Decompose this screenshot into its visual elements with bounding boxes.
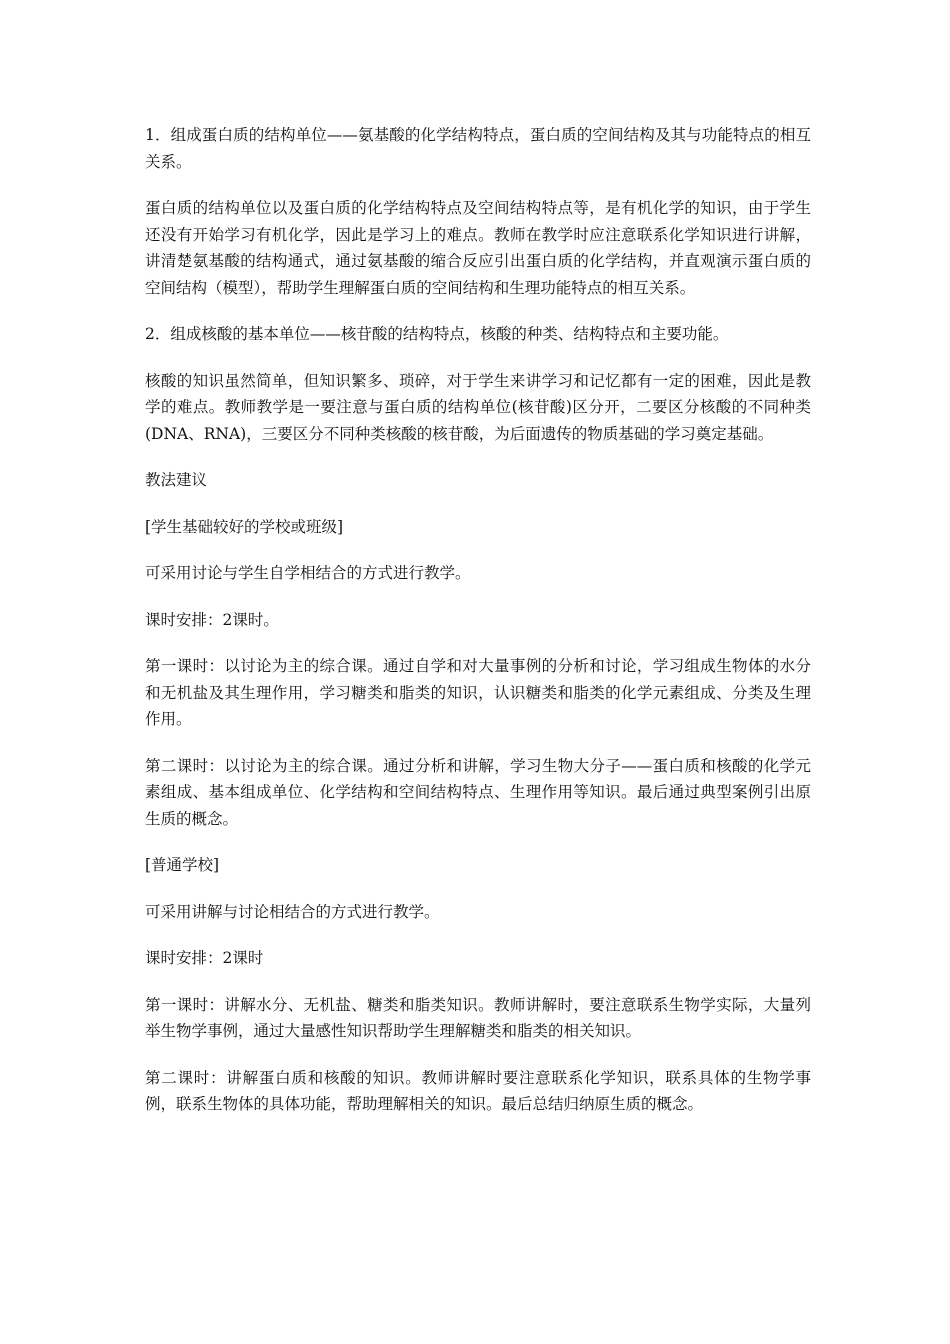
advanced-lesson-1: 第一课时：以讨论为主的综合课。通过自学和对大量事例的分析和讨论，学习组成生物体的水分和无机盐及其生理作用，学习糖类和脂类的知识，认识糖类和脂类的化学元素组成、分类及生理作用。 bbox=[145, 657, 811, 728]
subsection-regular-schools: [普通学校] bbox=[145, 856, 220, 874]
regular-lesson-1: 第一课时：讲解水分、无机盐、糖类和脂类知识。教师讲解时，要注意联系生物学实际，大量列举生物学事例，通过大量感性知识帮助学生理解糖类和脂类的相关知识。 bbox=[145, 995, 811, 1040]
document-page bbox=[145, 122, 811, 1138]
regular-schedule: 课时安排：2课时 bbox=[145, 949, 264, 967]
key-point-2-heading: 2．组成核酸的基本单位——核苷酸的结构特点，核酸的种类、结构特点和主要功能。 bbox=[145, 325, 729, 343]
advanced-schedule: 课时安排：2课时。 bbox=[145, 610, 279, 629]
advanced-method: 可采用讨论与学生自学相结合的方式进行教学。 bbox=[145, 564, 471, 582]
key-point-1-body: 蛋白质的结构单位以及蛋白质的化学结构特点及空间结构特点等，是有机化学的知识，由于学生还没有开始学习有机化学，因此是学习上的难点。教师在教学时应注意联系化学知识进行讲解，讲清楚氨基酸的结构通式，通过氨基酸的缩合反应引出蛋白质的化学结构，并直观演示蛋白质的空间结构（模型），帮助学生理解蛋白质的空间结构和生理功能特点的相互关系。 bbox=[145, 199, 811, 297]
regular-method: 可采用讲解与讨论相结合的方式进行教学。 bbox=[145, 902, 440, 921]
regular-lesson-2: 第二课时：讲解蛋白质和核酸的知识。教师讲解时要注意联系化学知识，联系具体的生物学事例，联系生物体的具体功能，帮助理解相关的知识。最后总结归纳原生质的概念。 bbox=[145, 1068, 811, 1113]
subsection-advanced-schools: [学生基础较好的学校或班级] bbox=[145, 517, 344, 536]
section-title-teaching-suggestions: 教法建议 bbox=[145, 471, 208, 489]
key-point-1-heading: 1．组成蛋白质的结构单位——氨基酸的化学结构特点，蛋白质的空间结构及其与功能特点的相互关系。 bbox=[145, 126, 811, 171]
key-point-2-body: 核酸的知识虽然简单，但知识繁多、琐碎，对于学生来讲学习和记忆都有一定的困难，因此是教学的难点。教师教学是一要注意与蛋白质的结构单位(核苷酸)区分开，二要区分核酸的不同种类(DNA、RNA)，三要区分不同种类核酸的核苷酸，为后面遗传的物质基础的学习奠定基础。 bbox=[145, 371, 811, 443]
advanced-lesson-2: 第二课时：以讨论为主的综合课。通过分析和讲解，学习生物大分子——蛋白质和核酸的化学元素组成、基本组成单位、化学结构和空间结构特点、生理作用等知识。最后通过典型案例引出原生质的概念。 bbox=[145, 756, 811, 828]
